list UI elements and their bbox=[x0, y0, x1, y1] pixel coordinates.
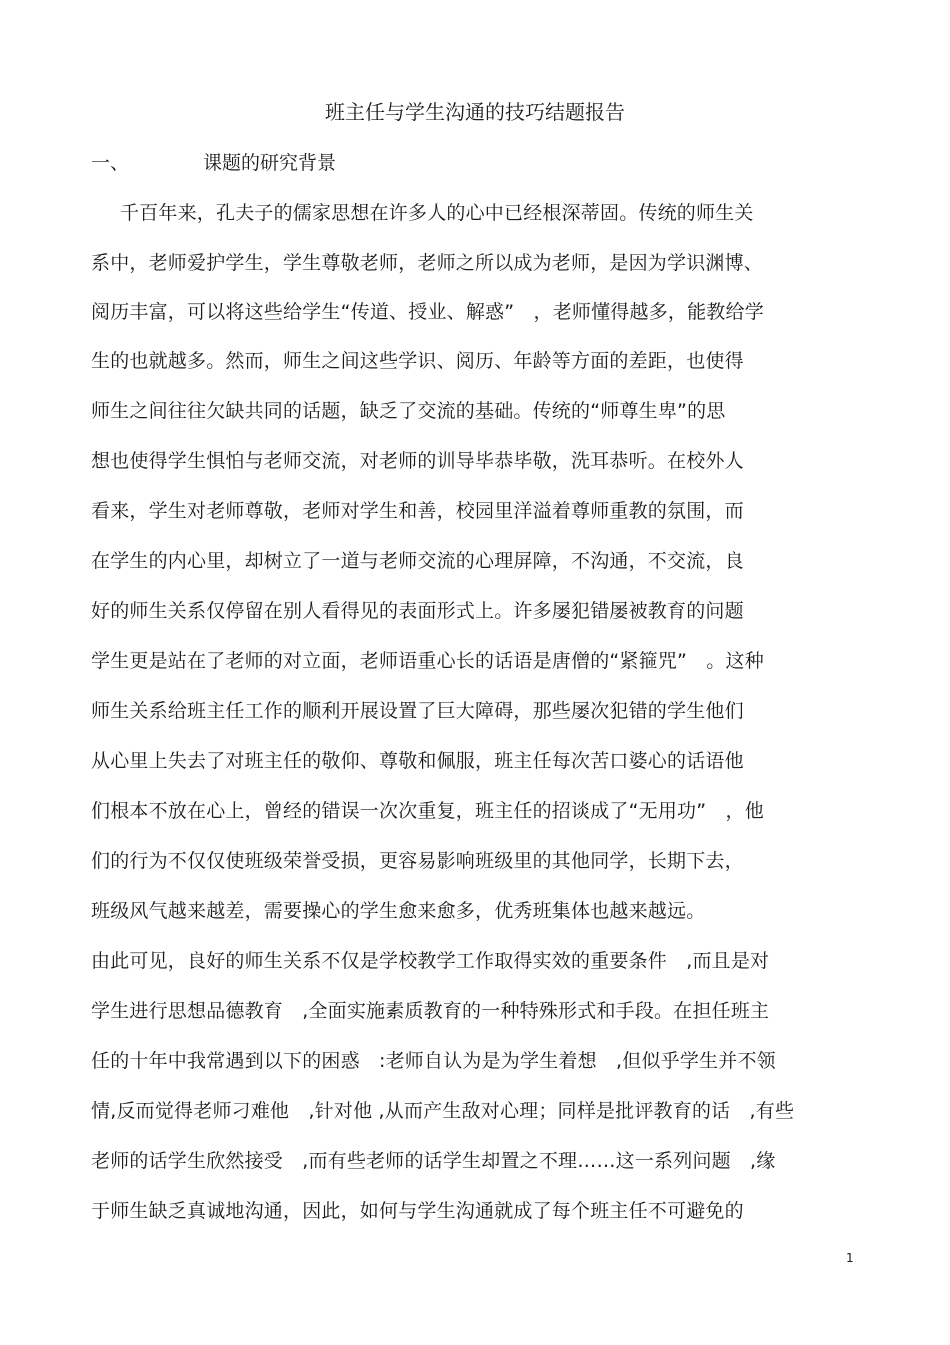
document-title: 班主任与学生沟通的技巧结题报告 bbox=[325, 100, 625, 124]
paragraph-line: 学生进行思想品德教育 ,全面实施素质教育的一种特殊形式和手段。在担任班主 bbox=[91, 1000, 770, 1022]
paragraph-line: 由此可见，良好的师生关系不仅是学校教学工作取得实效的重要条件 ,而且是对 bbox=[91, 950, 770, 972]
paragraph-line: 师生关系给班主任工作的顺利开展设置了巨大障碍，那些屡次犯错的学生他们 bbox=[91, 700, 744, 722]
paragraph-line: 系中，老师爱护学生，学生尊敬老师，老师之所以成为老师，是因为学识渊博、 bbox=[91, 252, 764, 274]
paragraph-line: 师生之间往往欠缺共同的话题，缺乏了交流的基础。传统的“师尊生卑”的思 bbox=[91, 400, 726, 422]
paragraph-line: 学生更是站在了老师的对立面，老师语重心长的话语是唐僧的“紧箍咒” 。这种 bbox=[91, 650, 764, 672]
page-number: 1 bbox=[846, 1251, 854, 1265]
paragraph-line: 想也使得学生惧怕与老师交流，对老师的训导毕恭毕敬，洗耳恭听。在校外人 bbox=[91, 450, 744, 472]
paragraph-line: 们根本不放在心上，曾经的错误一次次重复，班主任的招谈成了“无用功” ，他 bbox=[91, 800, 764, 822]
paragraph-line: 在学生的内心里，却树立了一道与老师交流的心理屏障，不沟通，不交流，良 bbox=[91, 550, 744, 572]
paragraph-line: 老师的话学生欣然接受 ,而有些老师的话学生却置之不理……这一系列问题 ,缘 bbox=[91, 1150, 776, 1172]
paragraph-line: 千百年来，孔夫子的儒家思想在许多人的心中已经根深蒂固。传统的师生关 bbox=[120, 202, 754, 224]
paragraph-line: 阅历丰富，可以将这些给学生“传道、授业、解惑” ，老师懂得越多，能教给学 bbox=[91, 301, 764, 323]
paragraph-line: 生的也就越多。然而，师生之间这些学识、阅历、年龄等方面的差距，也使得 bbox=[91, 350, 744, 372]
paragraph-line: 看来，学生对老师尊敬，老师对学生和善，校园里洋溢着尊师重教的氛围，而 bbox=[91, 500, 744, 522]
section-number: 一、 bbox=[91, 152, 130, 174]
paragraph-line: 情,反而觉得老师刁难他 ,针对他 ,从而产生敌对心理；同样是批评教育的话 ,有些 bbox=[91, 1100, 795, 1122]
paragraph-line: 任的十年中我常遇到以下的困惑 :老师自认为是为学生着想 ,但似乎学生并不领 bbox=[91, 1050, 776, 1072]
paragraph-line: 班级风气越来越差，需要操心的学生愈来愈多，优秀班集体也越来越远。 bbox=[91, 900, 706, 922]
section-heading bbox=[91, 148, 336, 178]
paragraph-line: 好的师生关系仅停留在别人看得见的表面形式上。许多屡犯错屡被教育的问题 bbox=[91, 600, 744, 622]
paragraph-line: 于师生缺乏真诚地沟通，因此，如何与学生沟通就成了每个班主任不可避免的 bbox=[91, 1200, 744, 1222]
section-heading-text: 课题的研究背景 bbox=[203, 152, 337, 174]
paragraph-line: 们的行为不仅仅使班级荣誉受损，更容易影响班级里的其他同学，长期下去， bbox=[91, 850, 744, 872]
paragraph-line: 从心里上失去了对班主任的敬仰、尊敬和佩服，班主任每次苦口婆心的话语他 bbox=[91, 750, 744, 772]
